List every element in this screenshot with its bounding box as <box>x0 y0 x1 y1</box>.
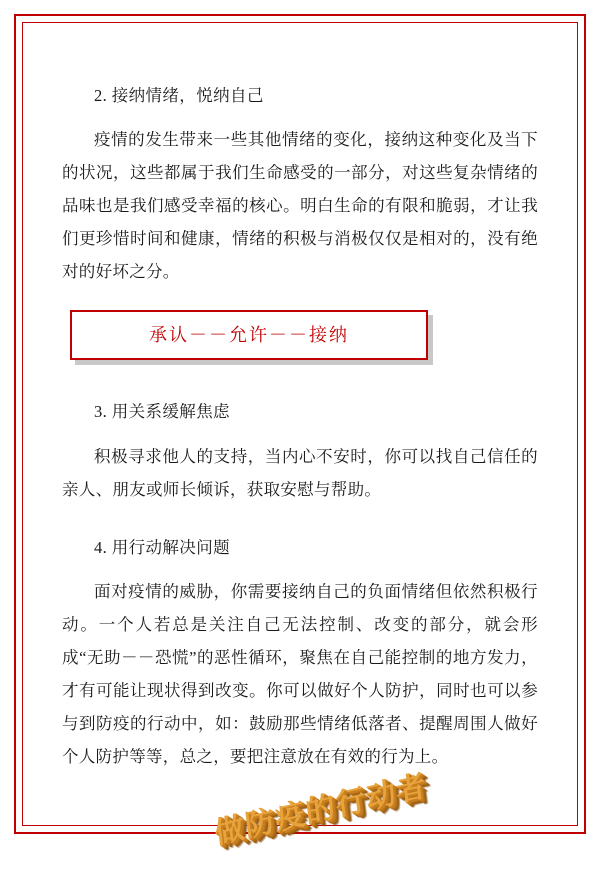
section-heading-3: 3. 用关系缓解焦虑 <box>94 402 230 422</box>
document-content <box>62 80 538 881</box>
callout-box <box>70 310 428 360</box>
wordart-banner <box>62 769 538 881</box>
callout-frame <box>70 310 428 360</box>
wordart-text: 做防疫的行动者 <box>213 769 429 851</box>
callout-text: 承认－－允许－－接纳 <box>149 325 349 346</box>
spacer <box>62 565 538 575</box>
spacer <box>62 430 538 440</box>
section-heading-2: 2. 接纳情绪，悦纳自己 <box>94 86 264 105</box>
section-body-4: 面对疫情的威胁，你需要接纳自己的负面情绪但依然积极行动。一个人若总是关注自己无法控制、改变的部分，就会形成“无助－－恐慌”的恶性循环，聚焦在自己能控制的地方发力，才有可能让现状得到改变。你可以做好个人防护，同时也可以参与到防疫的行动中，如：鼓励那些情绪低落者、提醒周围人做好个人防护等等，总之，要把注意放在有效的行为上。 <box>62 582 538 767</box>
spacer <box>62 506 538 532</box>
section-body-2: 疫情的发生带来一些其他情绪的变化，接纳这种变化及当下的状况，这些都属于我们生命感受的一部分，对这些复杂情绪的品味也是我们感受幸福的核心。明白生命的有限和脆弱，才让我们更珍惜时间和健康，情绪的积极与消极仅仅是相对的，没有绝对的好坏之分。 <box>62 130 538 282</box>
section-body-3: 积极寻求他人的支持，当内心不安时，你可以找自己信任的亲人、朋友或师长倾诉，获取安慰与帮助。 <box>62 446 538 499</box>
spacer <box>62 370 538 396</box>
section-heading-4: 4. 用行动解决问题 <box>94 537 230 557</box>
spacer <box>62 113 538 123</box>
